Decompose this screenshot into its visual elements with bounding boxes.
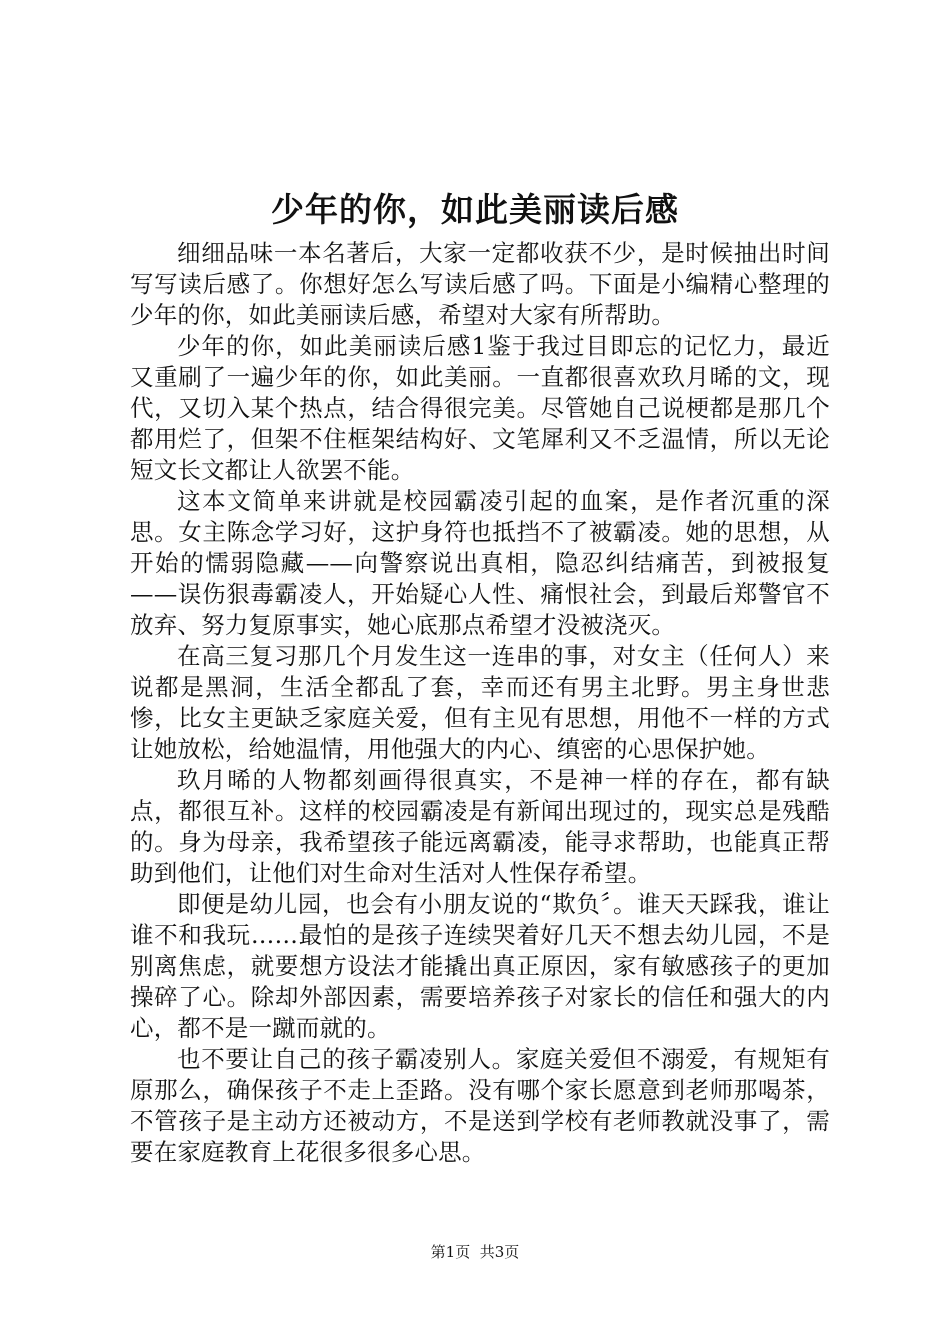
paragraph-5: 即便是幼儿园，也会有小朋友说的“欺负〞。谁天天踩我，谁让谁不和我玩……最怕的是孩子连续哭着好几天不想去幼儿园，不是别离焦虑，就要想方设法才能撬出真正原因，家有敏感孩子的更加操碎了心。除却外部因素，需要培养孩子对家长的信任和强大的内心，都不是一蹴而就的。 [130,890,830,1042]
page-title: 少年的你，如此美丽读后感 [271,190,679,229]
article-body [130,238,830,1168]
page-number: 第1页 [430,1243,471,1261]
paragraph-1: 少年的你，如此美丽读后感1鉴于我过目即忘的记忆力，最近又重刷了一遍少年的你，如此美丽。一直都很喜欢玖月晞的文，现代，又切入某个热点，结合得很完美。尽管她自己说梗都是那几个都用烂了，但架不住框架结构好、文笔犀利又不乏温情，所以无论短文长文都让人欲罢不能。 [130,332,830,484]
page-footer [0,1242,950,1262]
paragraph-6: 也不要让自己的孩子霸凌别人。家庭关爱但不溺爱，有规矩有原那么，确保孩子不走上歪路。没有哪个家长愿意到老师那喝茶，不管孩子是主动方还被动方，不是送到学校有老师教就没事了，需要在家庭教育上花很多很多心思。 [130,1045,830,1166]
paragraph-intro: 细细品味一本名著后，大家一定都收获不少，是时候抽出时间写写读后感了。你想好怎么写读后感了吗。下面是小编精心整理的少年的你，如此美丽读后感，希望对大家有所帮助。 [130,239,830,329]
paragraph-3: 在高三复习那几个月发生这一连串的事，对女主（任何人）来说都是黑洞，生活全都乱了套，幸而还有男主北野。男主身世悲惨，比女主更缺乏家庭关爱，但有主见有思想，用他不一样的方式让她放松，给她温情，用他强大的内心、缜密的心思保护她。 [130,642,830,763]
paragraph-2: 这本文简单来讲就是校园霸凌引起的血案，是作者沉重的深思。女主陈念学习好，这护身符也抵挡不了被霸凌。她的思想，从开始的懦弱隐藏——向警察说出真相，隐忍纠结痛苦，到被报复——误伤狠毒霸凌人，开始疑心人性、痛恨社会，到最后郑警官不放弃、努力复原事实，她心底那点希望才没被浇灭。 [130,487,830,639]
paragraph-4: 玖月晞的人物都刻画得很真实，不是神一样的存在，都有缺点，都很互补。这样的校园霸凌是有新闻出现过的，现实总是残酷的。身为母亲，我希望孩子能远离霸凌，能寻求帮助，也能真正帮助到他们，让他们对生命对生活对人性保存希望。 [130,766,830,887]
page-total: 共3页 [479,1243,520,1261]
